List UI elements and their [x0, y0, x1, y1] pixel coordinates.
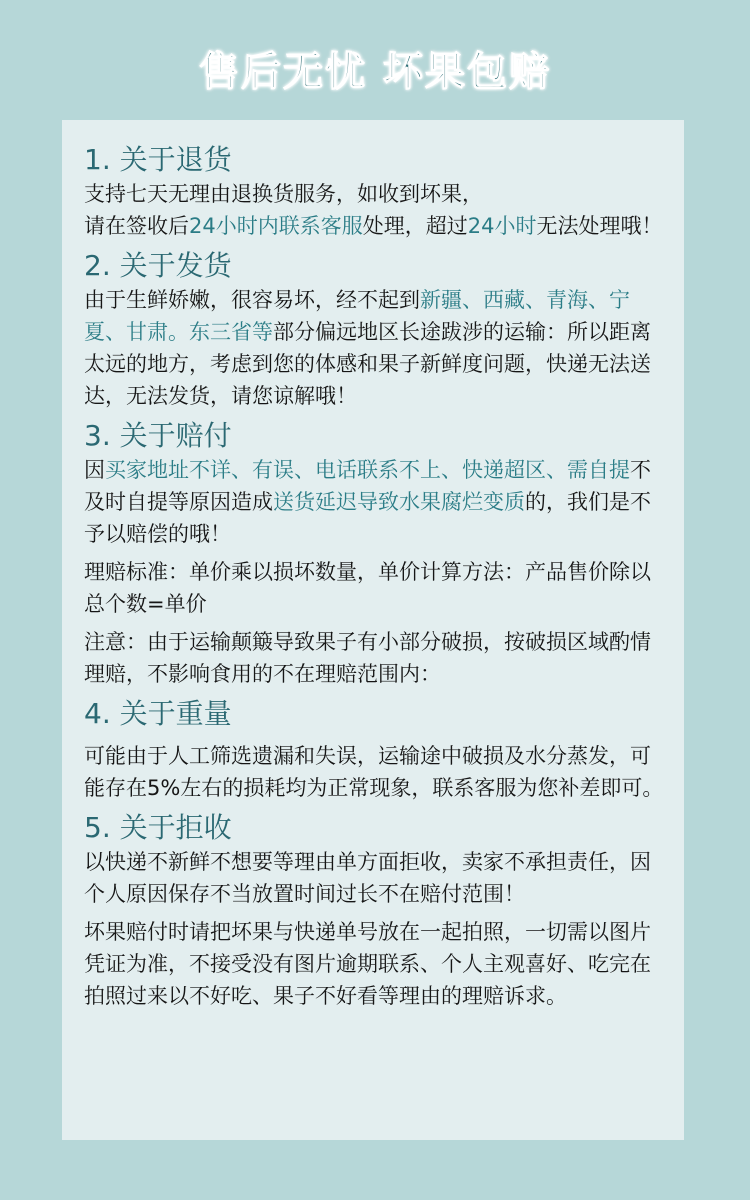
section-heading-rejection: 5. 关于拒收 — [84, 811, 232, 844]
section-heading-weight: 4. 关于重量 — [84, 697, 232, 730]
page-title: 售后无忧 坏果包赔 — [199, 49, 551, 95]
section-heading-shipping: 2. 关于发货 — [84, 249, 232, 282]
shipping-highlight-regions: 新疆、西藏、青海、宁夏、甘肃。东三省等 — [84, 288, 630, 344]
compensation-note: 注意：由于运输颠簸导致果子有小部分破损，按破损区域酌情理赔，不影响食用的不在理赔范围内： — [84, 630, 651, 686]
returns-highlight-contact: 24小时内联系客服 — [189, 214, 363, 238]
compensation-highlight-causes: 买家地址不详、有误、电话联系不上、快递超区、需自提 — [105, 458, 630, 482]
policy-card — [62, 120, 684, 1140]
rejection-photo-requirement: 坏果赔付时请把坏果与快递单号放在一起拍照，一切需以图片凭证为准，不接受没有图片逾期联系、个人主观喜好、吃完在拍照过来以不好吃、果子不好看等理由的理赔诉求。 — [84, 920, 651, 1008]
shipping-text-a: 由于生鲜娇嫩，很容易坏，经不起到 — [84, 288, 420, 312]
rejection-paragraph: 以快递不新鲜不想要等理由单方面拒收，卖家不承担责任，因个人原因保存不当放置时间过长不在赔付范围！ — [84, 850, 651, 906]
compensation-highlight-delay: 送货延迟导致水果腐烂变质 — [273, 490, 525, 514]
returns-paragraph — [84, 178, 666, 242]
returns-text-a: 请在签收后 — [84, 214, 189, 238]
compensation-text-a: 因 — [84, 458, 105, 482]
compensation-text-b: 不及时自提等原因造成 — [84, 458, 651, 514]
weight-paragraph: 可能由于人工筛选遗漏和失误，运输途中破损及水分蒸发，可能存在5%左右的损耗均为正常现象，联系客服为您补差即可。 — [84, 744, 664, 800]
compensation-text-c: 的，我们是不予以赔偿的哦！ — [84, 490, 651, 546]
compensation-paragraph — [84, 454, 666, 550]
returns-text-line1: 支持七天无理由退换货服务，如收到坏果， — [84, 182, 483, 206]
returns-text-c: 无法处理哦！ — [536, 214, 663, 238]
compensation-standard: 理赔标准：单价乘以损坏数量，单价计算方法：产品售价除以总个数=单价 — [84, 560, 651, 616]
returns-highlight-24h: 24小时 — [467, 214, 537, 238]
shipping-paragraph — [84, 284, 666, 412]
returns-text-b: 处理，超过 — [362, 214, 468, 238]
section-heading-compensation: 3. 关于赔付 — [84, 419, 232, 452]
section-heading-returns: 1. 关于退货 — [84, 143, 232, 176]
shipping-text-b: 部分偏远地区长途跋涉的运输：所以距离太远的地方，考虑到您的体感和果子新鲜度问题，快递无法送达，无法发货，请您谅解哦！ — [84, 320, 651, 408]
